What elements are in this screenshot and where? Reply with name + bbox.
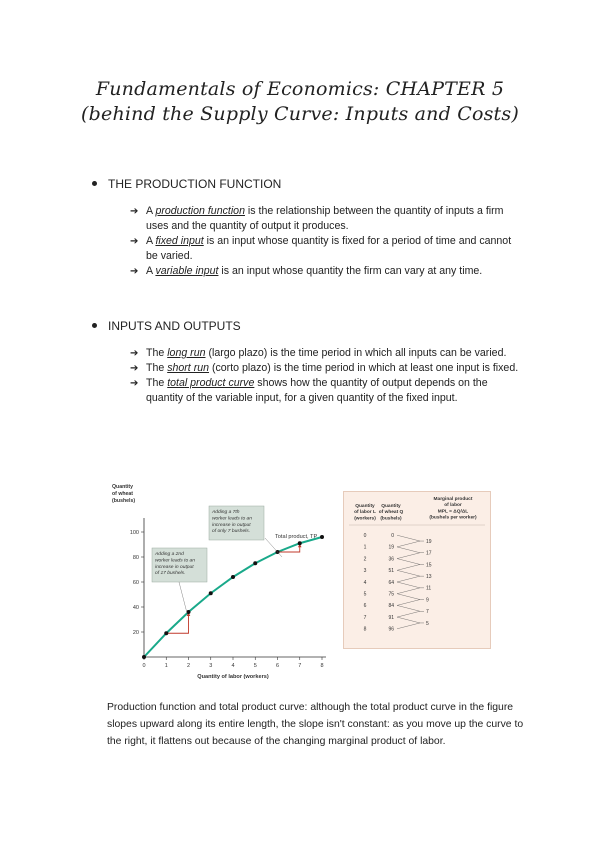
table-cell-labor: 7 xyxy=(363,614,367,621)
figure-caption: Production function and total product curve: although the total product curve in the figure slopes upward along its entire length, the slope isn't constant: as you move up the curve to the right, it flattens out because of the changing marginal product of labor. xyxy=(107,702,524,747)
table-cell-wheat: 64 xyxy=(388,579,394,586)
y-tick-label: 40 xyxy=(132,605,139,611)
table-cell-labor: 5 xyxy=(363,591,367,598)
y-axis-label-line1: Quantity xyxy=(112,484,134,490)
term-production-function: production function xyxy=(155,205,245,217)
table-header-mpl: MPL = ΔQ/ΔL xyxy=(437,509,469,515)
table-cell-labor: 3 xyxy=(363,568,367,575)
curve-label: Total product, TP xyxy=(275,534,318,540)
arrow-right-icon: ➔ xyxy=(130,348,139,359)
annotation-7th-worker-text-line4: of only 7 bushels. xyxy=(212,529,251,535)
annotation-2nd-worker-text-line2: worker leads to an xyxy=(155,558,195,564)
data-point xyxy=(231,575,235,579)
inputs-outputs-list xyxy=(130,346,520,406)
x-tick-label: 5 xyxy=(253,663,257,669)
annotation-2nd-worker-text-line4: of 17 bushels. xyxy=(155,571,186,577)
data-point xyxy=(164,631,168,635)
table-header-labor: of labor L xyxy=(354,510,376,516)
marginal-product-table-svg xyxy=(343,491,491,649)
table-cell-labor: 8 xyxy=(363,626,367,633)
bullet-dot xyxy=(92,181,97,186)
x-tick-label: 0 xyxy=(142,663,146,669)
table-cell-mpl: 15 xyxy=(426,562,432,569)
table-header-wheat: (bushels) xyxy=(380,516,402,522)
data-point xyxy=(142,655,146,659)
x-tick-label: 4 xyxy=(231,663,235,669)
term-fixed-input: fixed input xyxy=(155,235,204,247)
arrow-right-icon: ➔ xyxy=(130,266,139,277)
x-tick-label: 3 xyxy=(209,663,213,669)
arrow-right-icon: ➔ xyxy=(130,363,139,374)
table-cell-wheat: 19 xyxy=(388,544,394,551)
term-variable-input: variable input xyxy=(155,265,219,277)
table-header-mpl: of labor xyxy=(444,503,462,509)
table-cell-mpl: 5 xyxy=(426,620,429,627)
annotation-2nd-leader xyxy=(179,582,187,613)
list-item: ➔ The short run (corto plazo) is the time period in which at least one input is fixed. xyxy=(130,362,519,374)
arrow-right-icon: ➔ xyxy=(130,206,139,217)
x-tick-label: 6 xyxy=(275,663,280,669)
x-tick-label: 7 xyxy=(298,663,302,669)
data-point xyxy=(187,610,191,614)
table-header-mpl: Marginal product xyxy=(433,497,473,502)
x-tick-label: 8 xyxy=(320,663,324,669)
data-point xyxy=(320,535,324,539)
table-cell-labor: 1 xyxy=(363,544,367,551)
table-header-wheat: Quantity xyxy=(381,504,401,509)
y-tick-label: 100 xyxy=(129,530,139,536)
term-short-run: short run xyxy=(167,362,210,374)
marginal-product-table xyxy=(343,491,491,649)
table-cell-mpl: 17 xyxy=(426,550,432,557)
table-cell-labor: 6 xyxy=(363,603,367,610)
data-point xyxy=(298,541,302,545)
term-long-run: long run xyxy=(167,347,206,359)
page-title-line1: Fundamentals of Economics: CHAPTER 5 xyxy=(95,78,505,100)
page-title-line2: (behind the Supply Curve: Inputs and Costs) xyxy=(81,103,519,125)
data-point xyxy=(209,591,213,595)
table-header-wheat: of wheat Q xyxy=(378,510,404,516)
table-cell-wheat: 96 xyxy=(388,626,394,633)
annotation-2nd-worker-text-line1: Adding a 2nd xyxy=(155,552,184,557)
table-cell-wheat: 75 xyxy=(388,591,394,598)
table-cell-wheat: 84 xyxy=(388,603,394,610)
x-axis-label: Quantity of labor (workers) xyxy=(197,674,269,680)
total-product-chart xyxy=(107,480,339,685)
list-item: ➔ The total product curve shows how the quantity of output depends on the quantity of the variable input, for a given quantity of the fixed input. xyxy=(130,377,488,404)
list-item: ➔ A variable input is an input whose quantity the firm can vary at any time. xyxy=(130,265,483,277)
annotation-7th-worker-text-line2: worker leads to an xyxy=(212,516,252,522)
table-cell-mpl: 11 xyxy=(426,585,432,592)
table-header-labor: Quantity xyxy=(355,504,375,509)
arrow-right-icon: ➔ xyxy=(130,236,139,247)
table-cell-wheat: 91 xyxy=(388,614,394,621)
x-tick-label: 2 xyxy=(186,663,191,669)
table-cell-mpl: 9 xyxy=(426,597,429,604)
table-cell-labor: 0 xyxy=(363,533,367,539)
term-total-product-curve: total product curve xyxy=(167,377,255,389)
y-tick-label: 60 xyxy=(132,580,139,586)
arrow-right-icon: ➔ xyxy=(130,378,139,389)
list-item: ➔ A production function is the relationship between the quantity of inputs a firm uses and the quantity of output it produces. xyxy=(130,205,504,232)
annotation-7th-worker-text-line3: increase in output xyxy=(212,522,251,528)
table-cell-wheat: 51 xyxy=(388,568,394,575)
production-function-list xyxy=(130,204,520,279)
table-cell-mpl: 7 xyxy=(426,609,429,616)
y-tick-label: 20 xyxy=(132,630,139,636)
table-cell-mpl: 13 xyxy=(426,573,432,580)
section-heading-label: INPUTS AND OUTPUTS xyxy=(108,319,241,333)
list-item: ➔ A fixed input is an input whose quantity is fixed for a period of time and cannot be varied. xyxy=(130,235,512,262)
table-cell-wheat: 0 xyxy=(391,533,394,539)
y-axis-label-line3: (bushels) xyxy=(112,498,136,504)
section-heading-label: THE PRODUCTION FUNCTION xyxy=(108,177,282,191)
bullet-dot xyxy=(92,323,97,328)
y-axis-label-line2: of wheat xyxy=(112,491,134,497)
table-header-mpl: (bushels per worker) xyxy=(429,515,477,521)
table-cell-mpl: 19 xyxy=(426,538,432,545)
y-tick-label: 80 xyxy=(132,555,139,561)
x-tick-label: 1 xyxy=(164,663,168,669)
annotation-2nd-worker-text-line3: increase in output xyxy=(155,564,194,570)
annotation-7th-worker-text-line1: Adding a 7th xyxy=(212,510,240,515)
table-header-labor: (workers) xyxy=(354,516,376,522)
list-item: ➔ The long run (largo plazo) is the time period in which all inputs can be varied. xyxy=(130,347,507,359)
table-cell-labor: 2 xyxy=(363,556,367,563)
table-cell-wheat: 36 xyxy=(388,556,394,563)
total-product-chart-svg xyxy=(107,480,339,685)
data-point xyxy=(253,561,257,565)
table-cell-labor: 4 xyxy=(363,579,367,586)
